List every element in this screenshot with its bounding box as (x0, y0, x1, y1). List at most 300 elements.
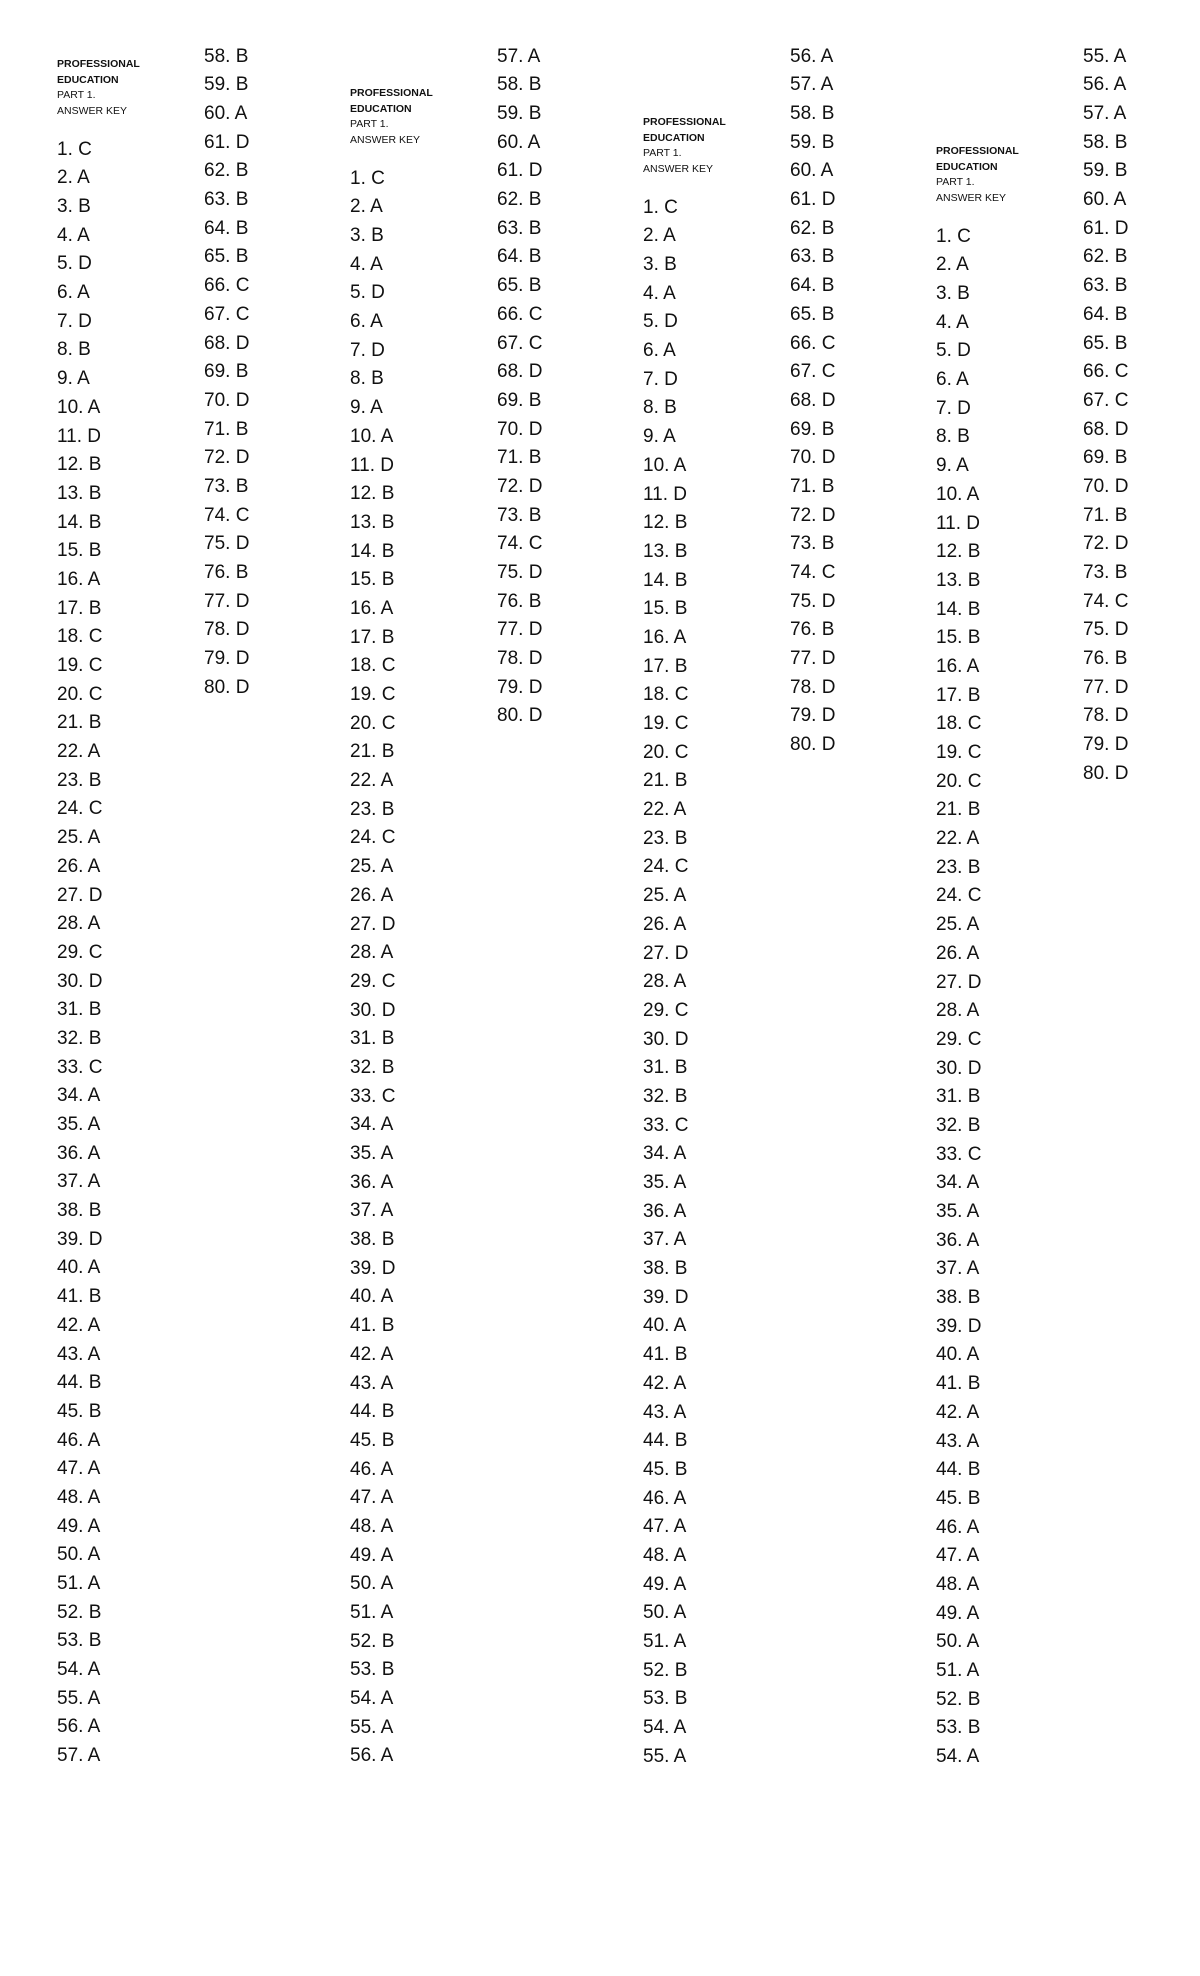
answer-column-right (1083, 43, 1128, 789)
answer-item: 7. D (57, 310, 92, 332)
header-title-line1: PROFESSIONAL (57, 58, 140, 70)
answer-item: 70. D (790, 447, 836, 469)
answer-item: 18. C (643, 684, 689, 706)
answer-item: 74. C (790, 562, 836, 584)
answer-column-right (790, 43, 835, 760)
answer-item: 70. D (1083, 475, 1129, 497)
answer-item: 55. A (350, 1716, 394, 1738)
answer-item: 46. A (350, 1458, 394, 1480)
answer-item: 1. C (350, 167, 385, 189)
answer-item: 78. D (790, 676, 836, 698)
answer-item: 60. A (204, 103, 248, 125)
answer-item: 56. A (57, 1716, 101, 1738)
answer-item: 43. A (350, 1372, 394, 1394)
answer-column-left (57, 136, 102, 1771)
answer-item: 15. B (350, 569, 395, 591)
answer-item: 9. A (57, 368, 90, 390)
answer-item: 66. C (204, 275, 250, 297)
answer-item: 65. B (497, 275, 542, 297)
answer-item: 44. B (643, 1430, 688, 1452)
answer-item: 76. B (497, 590, 542, 612)
answer-item: 3. B (643, 254, 677, 276)
answer-item: 5. D (936, 340, 971, 362)
answer-item: 32. B (643, 1085, 688, 1107)
answer-item: 74. C (204, 504, 250, 526)
answer-item: 8. B (350, 368, 384, 390)
answer-item: 28. A (643, 971, 687, 993)
answer-item: 14. B (936, 598, 981, 620)
answer-item: 22. A (350, 770, 394, 792)
header-part: PART 1. (643, 147, 682, 159)
answer-item: 12. B (350, 483, 395, 505)
answer-item: 80. D (790, 734, 836, 756)
answer-item: 23. B (350, 798, 395, 820)
answer-item: 35. A (936, 1201, 980, 1223)
answer-item: 55. A (643, 1745, 687, 1767)
answer-item: 52. B (57, 1601, 102, 1623)
answer-item: 77. D (790, 648, 836, 670)
header-title-line2: EDUCATION (936, 160, 998, 173)
answer-item: 17. B (643, 655, 688, 677)
answer-item: 52. B (643, 1659, 688, 1681)
answer-item: 18. C (350, 655, 396, 677)
answer-item: 40. A (350, 1286, 394, 1308)
answer-item: 62. B (790, 217, 835, 239)
answer-item: 6. A (57, 282, 90, 304)
answer-item: 29. C (936, 1028, 982, 1050)
answer-item: 40. A (57, 1257, 101, 1279)
answer-item: 27. D (350, 913, 396, 935)
answer-item: 19. C (643, 713, 689, 735)
answer-item: 34. A (350, 1114, 394, 1136)
answer-item: 28. A (936, 1000, 980, 1022)
answer-item: 13. B (936, 569, 981, 591)
answer-item: 21. B (936, 799, 981, 821)
answer-item: 36. A (350, 1171, 394, 1193)
answer-item: 76. B (1083, 648, 1128, 670)
answer-item: 73. B (790, 533, 835, 555)
answer-item: 29. C (350, 970, 396, 992)
answer-item: 14. B (57, 511, 102, 533)
answer-item: 42. A (57, 1314, 101, 1336)
answer-item: 57. A (57, 1745, 101, 1767)
answer-item: 37. A (350, 1200, 394, 1222)
answer-item: 67. C (204, 303, 250, 325)
answer-item: 13. B (350, 511, 395, 533)
answer-item: 62. B (1083, 246, 1128, 268)
answer-item: 74. C (1083, 590, 1129, 612)
answer-item: 17. B (936, 684, 981, 706)
answer-item: 71. B (204, 418, 249, 440)
answer-item: 59. B (497, 103, 542, 125)
header-title-line1: PROFESSIONAL (350, 87, 433, 99)
answer-item: 32. B (350, 1056, 395, 1078)
answer-item: 73. B (497, 504, 542, 526)
answer-item: 64. B (790, 275, 835, 297)
answer-item: 74. C (497, 533, 543, 555)
answer-item: 53. B (57, 1630, 102, 1652)
answer-item: 17. B (57, 597, 102, 619)
answer-item: 54. A (936, 1746, 980, 1768)
answer-item: 31. B (936, 1086, 981, 1108)
answer-item: 41. B (936, 1373, 981, 1395)
answer-item: 69. B (204, 361, 249, 383)
answer-item: 41. B (643, 1344, 688, 1366)
answer-item: 38. B (643, 1258, 688, 1280)
answer-item: 18. C (936, 713, 982, 735)
answer-item: 40. A (936, 1344, 980, 1366)
answer-item: 26. A (350, 884, 394, 906)
answer-item: 19. C (350, 684, 396, 706)
answer-item: 65. B (204, 246, 249, 268)
answer-item: 40. A (643, 1315, 687, 1337)
answer-item: 57. A (790, 74, 834, 96)
answer-item: 29. C (57, 941, 103, 963)
answer-item: 6. A (643, 340, 676, 362)
answer-item: 42. A (643, 1372, 687, 1394)
answer-item: 4. A (643, 282, 676, 304)
answer-item: 21. B (350, 741, 395, 763)
answer-key-header (57, 57, 217, 119)
answer-item: 31. B (350, 1028, 395, 1050)
answer-item: 13. B (57, 482, 102, 504)
answer-item: 61. D (204, 131, 250, 153)
answer-item: 2. A (643, 225, 676, 247)
answer-item: 49. A (643, 1573, 687, 1595)
answer-item: 4. A (57, 224, 90, 246)
answer-item: 11. D (643, 483, 688, 505)
answer-item: 50. A (350, 1573, 394, 1595)
answer-item: 34. A (57, 1085, 101, 1107)
answer-item: 35. A (350, 1143, 394, 1165)
answer-item: 42. A (936, 1401, 980, 1423)
answer-item: 31. B (643, 1057, 688, 1079)
answer-item: 62. B (497, 189, 542, 211)
answer-item: 50. A (57, 1544, 101, 1566)
answer-item: 48. A (936, 1573, 980, 1595)
answer-item: 73. B (1083, 562, 1128, 584)
answer-item: 35. A (643, 1172, 687, 1194)
answer-item: 53. B (643, 1688, 688, 1710)
answer-item: 3. B (936, 283, 970, 305)
answer-item: 75. D (497, 562, 543, 584)
answer-column-right (497, 43, 542, 732)
answer-item: 30. D (643, 1028, 689, 1050)
answer-item: 68. D (204, 332, 250, 354)
answer-item: 76. B (204, 562, 249, 584)
answer-item: 33. C (643, 1114, 689, 1136)
answer-item: 58. B (204, 45, 249, 67)
answer-item: 80. D (1083, 762, 1129, 784)
answer-item: 66. C (790, 332, 836, 354)
answer-item: 21. B (643, 770, 688, 792)
answer-item: 57. A (497, 45, 541, 67)
answer-item: 80. D (497, 705, 543, 727)
answer-item: 47. A (57, 1458, 101, 1480)
header-part: PART 1. (57, 89, 96, 101)
answer-key-header (936, 144, 1096, 206)
answer-item: 20. C (350, 712, 396, 734)
answer-item: 45. B (350, 1429, 395, 1451)
answer-item: 12. B (643, 512, 688, 534)
answer-item: 70. D (204, 389, 250, 411)
answer-item: 77. D (204, 590, 250, 612)
answer-item: 9. A (936, 455, 969, 477)
answer-item: 69. B (497, 389, 542, 411)
answer-item: 30. D (936, 1057, 982, 1079)
answer-item: 38. B (350, 1229, 395, 1251)
answer-item: 43. A (57, 1343, 101, 1365)
answer-item: 11. D (350, 454, 395, 476)
answer-item: 67. C (1083, 389, 1129, 411)
answer-item: 24. C (936, 885, 982, 907)
answer-item: 45. B (57, 1400, 102, 1422)
answer-item: 61. D (1083, 217, 1129, 239)
answer-item: 60. A (497, 131, 541, 153)
answer-item: 58. B (790, 103, 835, 125)
answer-item: 49. A (57, 1515, 101, 1537)
answer-item: 14. B (350, 540, 395, 562)
answer-column-left (643, 194, 688, 1772)
answer-item: 14. B (643, 569, 688, 591)
answer-item: 5. D (57, 253, 92, 275)
answer-item: 43. A (643, 1401, 687, 1423)
answer-item: 50. A (936, 1631, 980, 1653)
answer-item: 59. B (790, 131, 835, 153)
answer-item: 3. B (57, 196, 91, 218)
header-label: ANSWER KEY (936, 191, 1007, 204)
answer-item: 20. C (57, 683, 103, 705)
answer-item: 51. A (936, 1660, 980, 1682)
answer-item: 46. A (643, 1487, 687, 1509)
answer-item: 47. A (936, 1545, 980, 1567)
answer-item: 68. D (790, 389, 836, 411)
answer-item: 59. B (204, 74, 249, 96)
answer-item: 71. B (497, 447, 542, 469)
answer-item: 13. B (643, 540, 688, 562)
answer-item: 4. A (936, 311, 969, 333)
answer-item: 8. B (936, 426, 970, 448)
answer-item: 25. A (643, 885, 687, 907)
header-title-line2: EDUCATION (350, 102, 412, 115)
answer-item: 69. B (1083, 447, 1128, 469)
answer-item: 2. A (350, 196, 383, 218)
answer-item: 71. B (1083, 504, 1128, 526)
answer-item: 7. D (936, 397, 971, 419)
answer-key-header (350, 86, 510, 148)
answer-item: 32. B (57, 1027, 102, 1049)
answer-item: 77. D (497, 619, 543, 641)
answer-item: 26. A (936, 942, 980, 964)
answer-item: 2. A (936, 254, 969, 276)
answer-item: 80. D (204, 676, 250, 698)
answer-item: 39. D (936, 1315, 982, 1337)
answer-item: 44. B (936, 1459, 981, 1481)
answer-item: 30. D (57, 970, 103, 992)
answer-item: 66. C (497, 303, 543, 325)
answer-item: 11. D (57, 425, 102, 447)
answer-item: 1. C (57, 138, 92, 160)
answer-item: 33. C (57, 1056, 103, 1078)
answer-item: 58. B (1083, 131, 1128, 153)
answer-item: 35. A (57, 1114, 101, 1136)
answer-item: 29. C (643, 999, 689, 1021)
answer-item: 17. B (350, 626, 395, 648)
answer-item: 23. B (643, 827, 688, 849)
answer-item: 2. A (57, 167, 90, 189)
answer-item: 24. C (350, 827, 396, 849)
answer-item: 78. D (204, 619, 250, 641)
answer-item: 51. A (643, 1631, 687, 1653)
answer-item: 44. B (350, 1401, 395, 1423)
answer-item: 36. A (936, 1229, 980, 1251)
answer-item: 23. B (57, 769, 102, 791)
answer-column-left (936, 223, 981, 1772)
answer-item: 61. D (497, 160, 543, 182)
answer-item: 10. A (936, 483, 980, 505)
answer-item: 72. D (204, 447, 250, 469)
answer-item: 38. B (57, 1200, 102, 1222)
answer-item: 54. A (643, 1717, 687, 1739)
answer-item: 77. D (1083, 676, 1129, 698)
header-title-line2: EDUCATION (643, 131, 705, 144)
answer-item: 5. D (350, 282, 385, 304)
answer-item: 67. C (790, 361, 836, 383)
answer-item: 24. C (57, 798, 103, 820)
answer-item: 45. B (936, 1487, 981, 1509)
answer-item: 63. B (1083, 275, 1128, 297)
answer-column-right (204, 43, 249, 703)
answer-item: 79. D (497, 676, 543, 698)
answer-item: 10. A (57, 396, 101, 418)
answer-item: 8. B (643, 397, 677, 419)
answer-item: 15. B (57, 540, 102, 562)
answer-item: 61. D (790, 189, 836, 211)
answer-item: 12. B (936, 541, 981, 563)
answer-item: 48. A (643, 1544, 687, 1566)
answer-item: 26. A (57, 855, 101, 877)
answer-item: 39. D (643, 1286, 689, 1308)
answer-item: 16. A (57, 568, 101, 590)
answer-item: 55. A (57, 1687, 101, 1709)
answer-item: 78. D (497, 648, 543, 670)
answer-key-header (643, 115, 803, 177)
answer-item: 42. A (350, 1343, 394, 1365)
answer-item: 48. A (350, 1515, 394, 1537)
answer-item: 25. A (936, 914, 980, 936)
answer-item: 71. B (790, 475, 835, 497)
answer-item: 37. A (643, 1229, 687, 1251)
header-title-line1: PROFESSIONAL (936, 145, 1019, 157)
answer-item: 45. B (643, 1458, 688, 1480)
answer-item: 75. D (204, 533, 250, 555)
answer-item: 33. C (936, 1143, 982, 1165)
answer-item: 20. C (936, 770, 982, 792)
answer-item: 69. B (790, 418, 835, 440)
answer-item: 15. B (643, 598, 688, 620)
header-part: PART 1. (350, 118, 389, 130)
answer-item: 32. B (936, 1114, 981, 1136)
answer-item: 5. D (643, 311, 678, 333)
answer-item: 54. A (350, 1688, 394, 1710)
answer-item: 58. B (497, 74, 542, 96)
answer-item: 16. A (350, 597, 394, 619)
answer-item: 39. D (350, 1257, 396, 1279)
answer-item: 65. B (790, 303, 835, 325)
answer-item: 6. A (936, 369, 969, 391)
answer-item: 49. A (936, 1602, 980, 1624)
answer-item: 51. A (57, 1573, 101, 1595)
answer-item: 9. A (350, 397, 383, 419)
answer-item: 64. B (1083, 303, 1128, 325)
header-label: ANSWER KEY (643, 162, 714, 175)
answer-item: 10. A (350, 425, 394, 447)
answer-item: 60. A (1083, 189, 1127, 211)
answer-item: 64. B (497, 246, 542, 268)
answer-item: 19. C (57, 655, 103, 677)
answer-item: 9. A (643, 426, 676, 448)
answer-item: 37. A (936, 1258, 980, 1280)
answer-item: 75. D (1083, 619, 1129, 641)
answer-item: 27. D (57, 884, 103, 906)
answer-item: 23. B (936, 856, 981, 878)
answer-item: 1. C (643, 196, 678, 218)
answer-item: 62. B (204, 160, 249, 182)
answer-item: 30. D (350, 999, 396, 1021)
header-label: ANSWER KEY (350, 133, 421, 146)
answer-item: 79. D (790, 705, 836, 727)
answer-item: 31. B (57, 999, 102, 1021)
header-title-line2: EDUCATION (57, 73, 119, 86)
answer-item: 44. B (57, 1372, 102, 1394)
answer-item: 50. A (643, 1602, 687, 1624)
answer-item: 79. D (204, 648, 250, 670)
answer-item: 60. A (790, 160, 834, 182)
answer-item: 4. A (350, 253, 383, 275)
answer-item: 34. A (643, 1143, 687, 1165)
answer-item: 41. B (57, 1286, 102, 1308)
answer-item: 55. A (1083, 45, 1127, 67)
answer-item: 26. A (643, 913, 687, 935)
answer-item: 18. C (57, 626, 103, 648)
answer-item: 48. A (57, 1486, 101, 1508)
answer-item: 22. A (643, 799, 687, 821)
answer-item: 59. B (1083, 160, 1128, 182)
answer-item: 56. A (350, 1745, 394, 1767)
answer-item: 53. B (936, 1717, 981, 1739)
answer-item: 63. B (204, 189, 249, 211)
answer-item: 53. B (350, 1659, 395, 1681)
answer-item: 63. B (790, 246, 835, 268)
answer-item: 27. D (643, 942, 689, 964)
header-part: PART 1. (936, 176, 975, 188)
answer-item: 46. A (57, 1429, 101, 1451)
answer-item: 36. A (643, 1200, 687, 1222)
answer-item: 63. B (497, 217, 542, 239)
answer-item: 25. A (350, 856, 394, 878)
answer-item: 11. D (936, 512, 981, 534)
answer-item: 39. D (57, 1228, 103, 1250)
answer-item: 3. B (350, 225, 384, 247)
answer-item: 70. D (497, 418, 543, 440)
answer-item: 56. A (1083, 74, 1127, 96)
answer-item: 7. D (643, 368, 678, 390)
answer-item: 6. A (350, 311, 383, 333)
answer-item: 72. D (790, 504, 836, 526)
header-title-line1: PROFESSIONAL (643, 116, 726, 128)
answer-item: 72. D (1083, 533, 1129, 555)
answer-item: 47. A (643, 1516, 687, 1538)
